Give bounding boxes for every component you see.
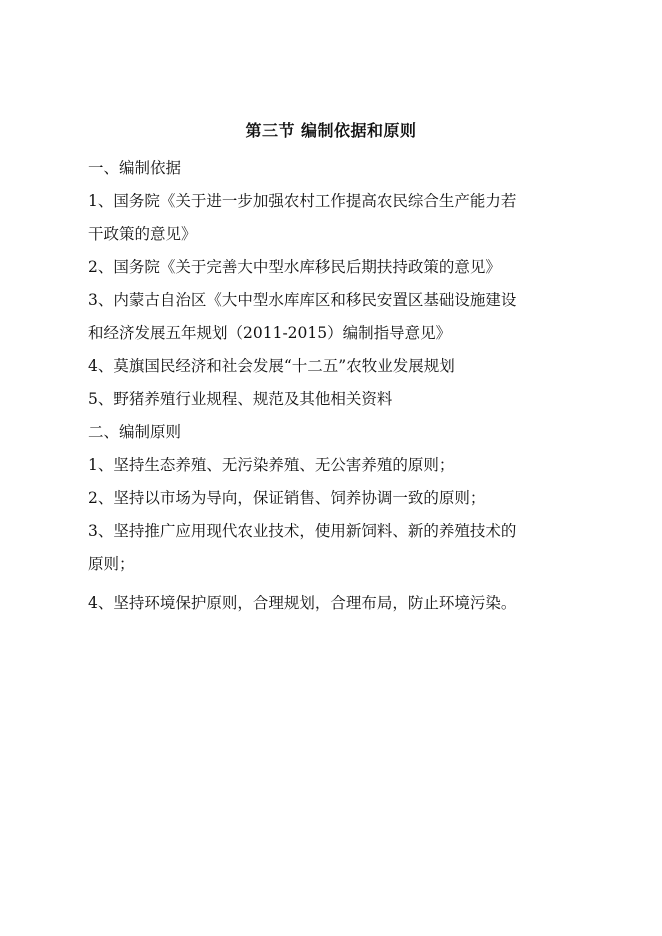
principle-item-3-line1: 3、坚持推广应用现代农业技术，使用新饲料、新的养殖技术的	[88, 522, 517, 540]
basis-item-2: 2、国务院《关于完善大中型水库移民后期扶持政策的意见》	[88, 258, 501, 276]
principle-item-1: 1、坚持生态养殖、无污染养殖、无公害养殖的原则；	[88, 456, 455, 474]
section-title: 第三节 编制依据和原则	[245, 121, 417, 140]
basis-item-3-line1: 3、内蒙古自治区《大中型水库库区和移民安置区基础设施建设	[88, 291, 517, 309]
basis-item-1-line1: 1、国务院《关于进一步加强农村工作提高农民综合生产能力若	[88, 192, 517, 210]
principle-item-2: 2、坚持以市场为导向，保证销售、饲养协调一致的原则；	[88, 489, 486, 507]
basis-item-3-line2: 和经济发展五年规划（2011-2015）编制指导意见》	[88, 324, 452, 342]
principle-item-3-line2: 原则；	[88, 555, 135, 573]
section2-heading: 二、编制原则	[88, 423, 182, 441]
basis-item-5: 5、野猪养殖行业规程、规范及其他相关资料	[88, 390, 393, 408]
document-body	[88, 152, 588, 620]
basis-item-1-line2: 干政策的意见》	[88, 225, 197, 243]
section1-heading: 一、编制依据	[88, 159, 182, 177]
principle-item-4: 4、坚持环境保护原则，合理规划，合理布局，防止环境污染。	[88, 594, 517, 612]
basis-item-4: 4、莫旗国民经济和社会发展“十二五”农牧业发展规划	[88, 357, 455, 375]
